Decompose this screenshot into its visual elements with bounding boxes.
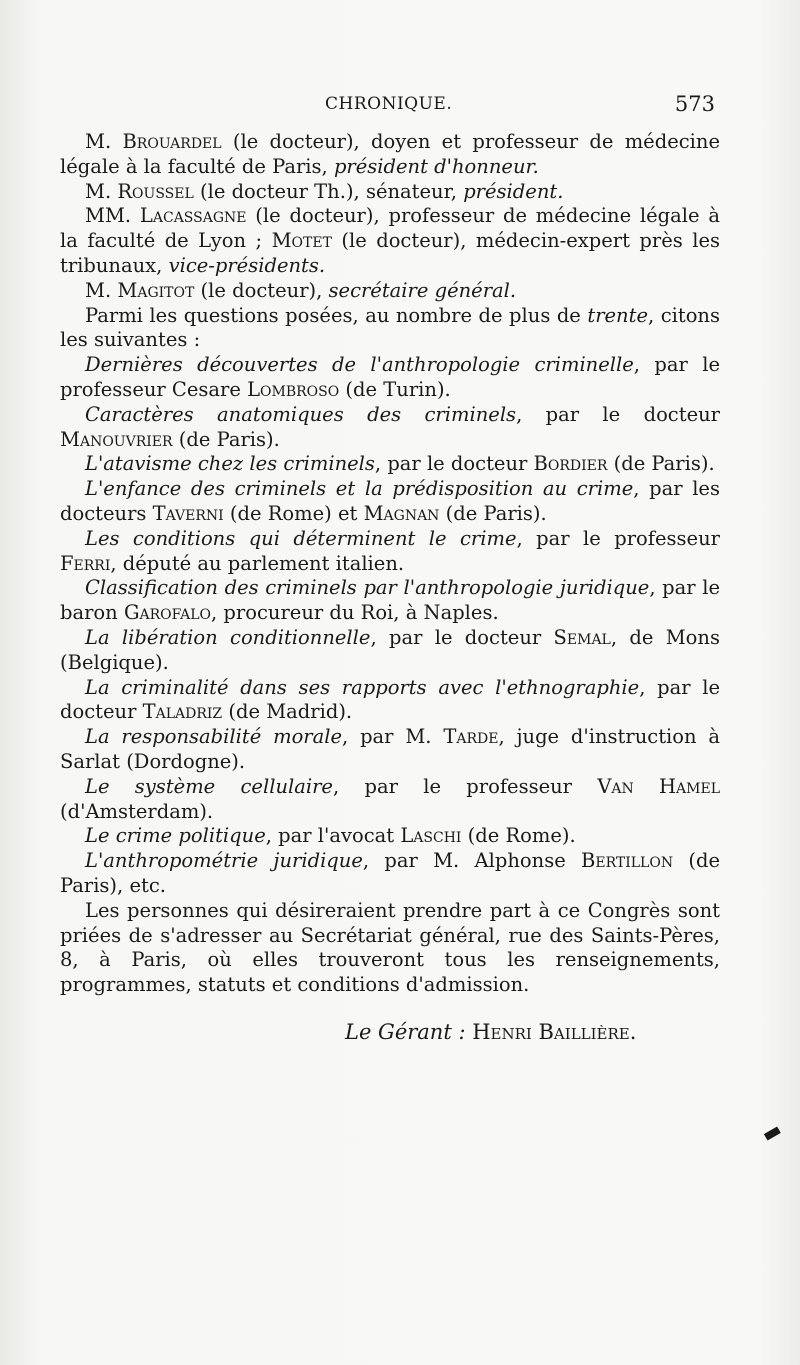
italic-run: secrétaire général. [328,278,517,302]
paragraph-questions: Parmi les questions posées, au nombre de plus de trente, citons les suivantes : [60,303,720,352]
paragraph-garofalo: Classification des criminels par l'anthropologie juridique, par le baron Garofalo, procureur du Roi, à Naples. [60,576,720,625]
paragraph-bordier: L'atavisme chez les criminels, par le docteur Bordier (de Paris). [85,452,715,476]
person-name: Bordier [533,452,608,476]
italic-run: La criminalité dans ses rapports avec l'ethnographie [85,675,640,699]
italic-run: La libération conditionnelle [85,625,371,649]
person-name: Motet [271,229,332,253]
paragraph-manouvrier: Caractères anatomiques des criminels, par le docteur Manouvrier (de Paris). [60,402,720,451]
signature [345,1020,636,1044]
italic-run: L'anthropométrie juridique [85,849,363,873]
italic-run: La responsabilité morale [85,725,343,749]
person-name: Taverni [152,501,224,525]
body-text [60,130,720,998]
italic-run: Dernières découvertes de l'anthropologie criminelle [85,353,634,377]
person-name: Semal [553,625,611,649]
italic-run: Caractères anatomiques des criminels [85,402,517,426]
person-name: Roussel [117,179,194,203]
italic-run: Classification des criminels par l'anthropologie juridique [85,576,650,600]
italic-run: Le système cellulaire [85,774,333,798]
italic-run: Les conditions qui déterminent le crime [85,526,517,550]
paragraph-taverni: L'enfance des criminels et la prédisposition au crime, par les docteurs Taverni (de Rome) et Magnan (de Paris). [60,477,720,525]
person-name: Tarde [443,725,499,749]
paragraph-lacassagne: MM. Lacassagne (le docteur), professeur de médecine légale à la faculté de Lyon ; Motet (le docteur), médecin-expert près les tribunaux, vice-présidents. [60,204,720,277]
person-name: Magitot [117,278,195,302]
person-name: Lacassagne [139,204,247,228]
person-name: Van Hamel [597,774,721,798]
paragraph-van-hamel: Le système cellulaire, par le professeur Van Hamel (d'Amsterdam). [60,774,721,823]
paragraph-bertillon: L'anthropométrie juridique, par M. Alphonse Bertillon (de Paris), etc. [60,849,720,897]
italic-run: L'atavisme chez les criminels [85,452,375,476]
running-head: CHRONIQUE. [325,94,453,114]
paragraph-laschi: Le crime politique, par l'avocat Laschi (de Rome). [85,824,576,848]
stray-ink-mark: ▬ [757,1116,786,1148]
person-name: Magnan [363,501,440,525]
person-name: Garofalo [123,601,212,625]
italic-run: président. [463,179,564,203]
paragraph-brouardel: M. Brouardel (le docteur), doyen et professeur de médecine légale à la faculté de Paris, président d'honneur. [60,130,720,178]
running-header [60,94,715,120]
person-name: Brouardel [122,130,222,153]
person-name: Bertillon [581,849,674,873]
paragraph-closing: Les personnes qui désireraient prendre part à ce Congrès sont priées de s'adresser au Secrétariat général, rue des Saints-Pères, 8, à Paris, où elles trouveront tous les renseignements, programmes, statuts et conditions d'admission. [60,898,720,997]
person-name: Lombroso [247,377,340,401]
paragraph-ferri: Les conditions qui déterminent le crime, par le professeur Ferri, député au parlement italien. [60,526,720,575]
page-number: 573 [674,92,715,116]
person-name: Ferri [60,551,111,575]
paragraph-semal: La libération conditionnelle, par le docteur Semal, de Mons (Belgique). [60,625,720,674]
italic-run: L'enfance des criminels et la prédisposition au crime [85,477,634,501]
paragraph-taladriz: La criminalité dans ses rapports avec l'ethnographie, par le docteur Taladriz (de Madrid). [60,675,720,724]
person-name: Taladriz [142,700,223,724]
person-name: Manouvrier [60,427,173,451]
italic-run: vice-présidents. [168,253,326,277]
paragraph-magitot: M. Magitot (le docteur), secrétaire général. [85,278,517,302]
italic-run: président d'honneur. [333,154,539,178]
paragraph-lombroso: Dernières découvertes de l'anthropologie criminelle, par le professeur Cesare Lombroso (de Turin). [60,353,720,401]
person-name: Laschi [400,824,462,848]
italic-run: trente [587,303,648,327]
signature-label: Le Gérant : [345,1020,466,1044]
paragraph-tarde: La responsabilité morale, par M. Tarde, juge d'instruction à Sarlat (Dordogne). [60,725,721,773]
italic-run: Le crime politique [85,824,266,848]
paragraph-roussel: M. Roussel (le docteur Th.), sénateur, président. [85,179,564,203]
signature-name: Henri Baillière. [472,1020,637,1044]
